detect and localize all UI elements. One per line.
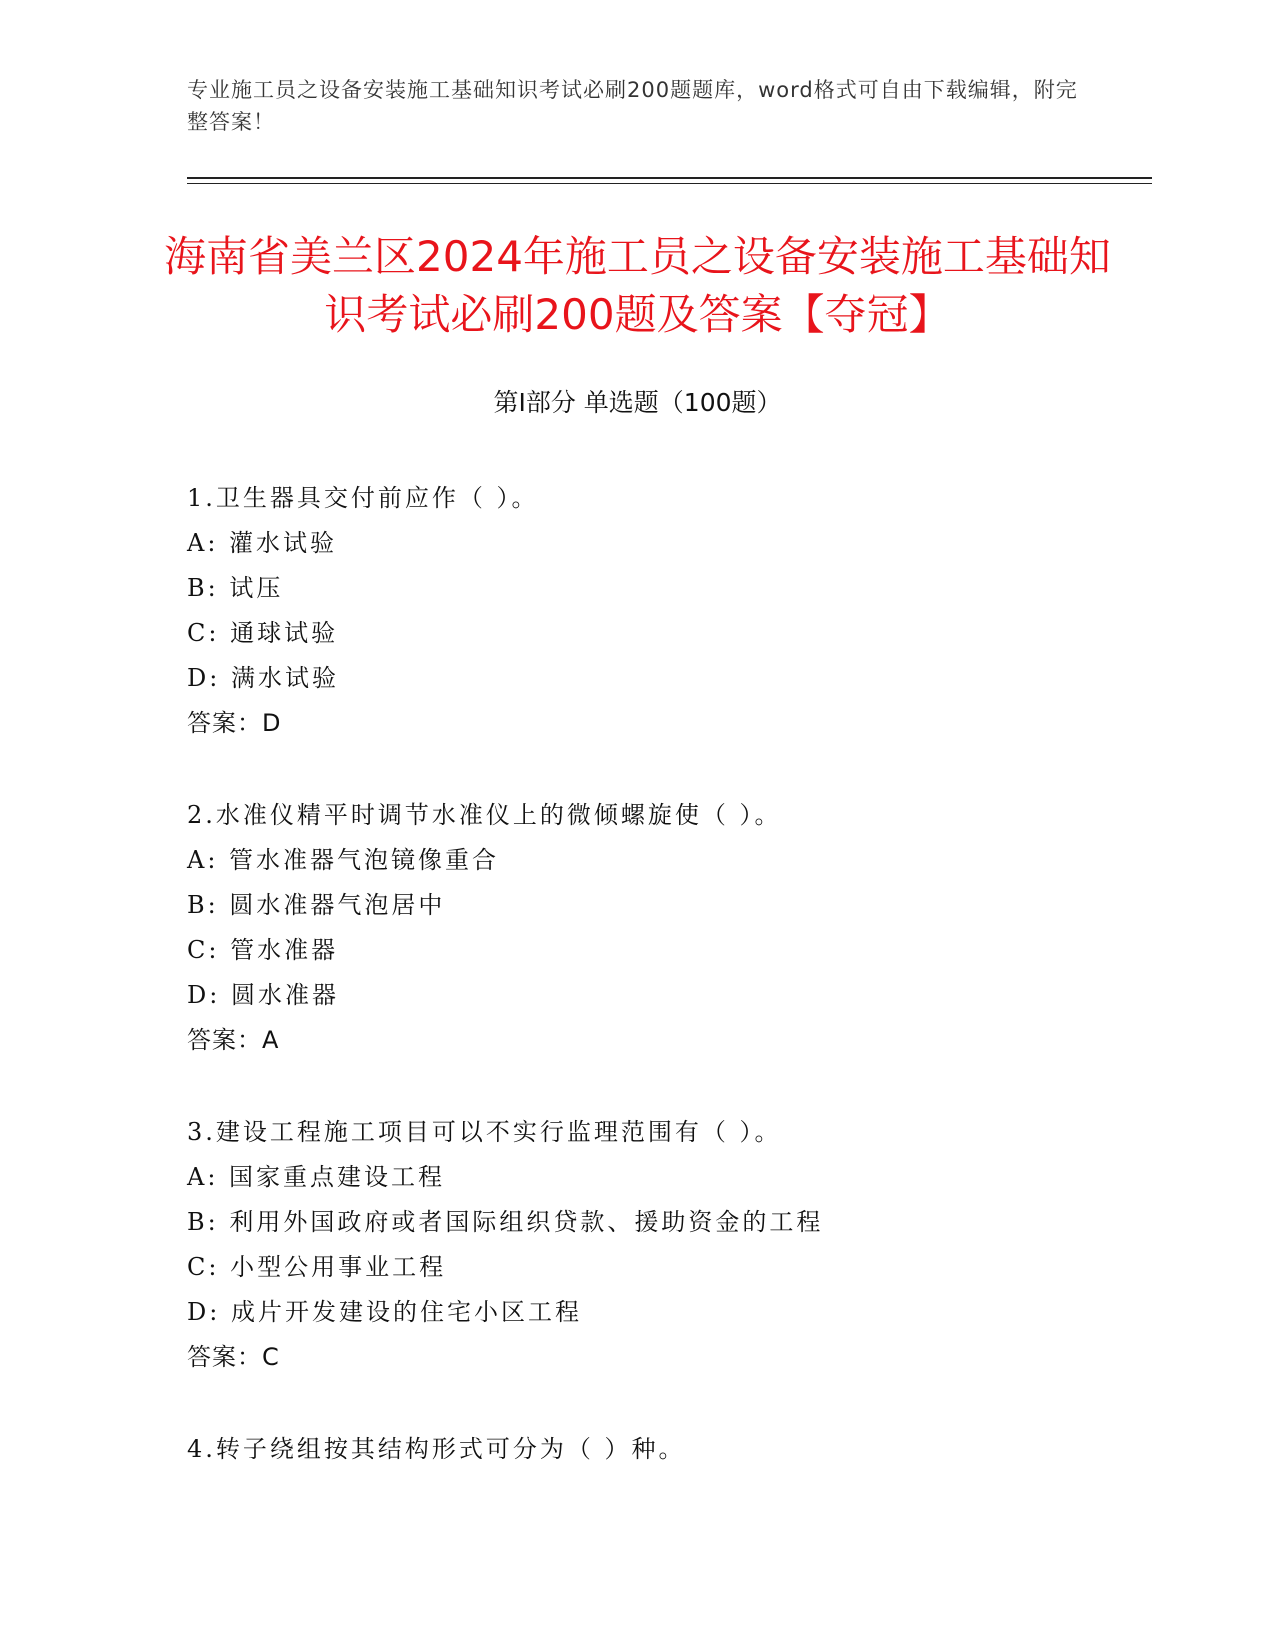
option-b: B: 利用外国政府或者国际组织贷款、援助资金的工程 [187, 1208, 824, 1236]
option-b: B: 试压 [187, 574, 284, 602]
option-c: C: 小型公用事业工程 [187, 1253, 447, 1281]
option-a: A: 灌水试验 [187, 529, 338, 557]
option-d: D: 满水试验 [187, 664, 339, 692]
question-list [187, 476, 1107, 1519]
option-a: A: 管水准器气泡镜像重合 [187, 846, 500, 874]
option-d: D: 成片开发建设的住宅小区工程 [187, 1298, 582, 1326]
answer: 答案：C [187, 1343, 280, 1371]
option-b: B: 圆水准器气泡居中 [187, 891, 446, 919]
question-stem: 3.建设工程施工项目可以不实行监理范围有（ ）。 [187, 1118, 782, 1146]
option-d: D: 圆水准器 [187, 981, 339, 1009]
question-1 [187, 476, 1107, 746]
question-stem: 4.转子绕组按其结构形式可分为（ ）种。 [187, 1435, 686, 1463]
option-c: C: 通球试验 [187, 619, 339, 647]
section-title: 第Ⅰ部分 单选题（100题） [493, 388, 782, 417]
question-4 [187, 1427, 1107, 1472]
document-title: 海南省美兰区2024年施工员之设备安装施工基础知识考试必刷200题及答案【夺冠】 [164, 232, 1111, 339]
header-rule-thick [187, 177, 1152, 179]
answer: 答案：A [187, 1026, 280, 1054]
question-stem: 1.卫生器具交付前应作（ ）。 [187, 484, 539, 512]
option-a: A: 国家重点建设工程 [187, 1163, 446, 1191]
header-rule-thin [187, 183, 1152, 184]
option-c: C: 管水准器 [187, 936, 339, 964]
question-2 [187, 793, 1107, 1063]
header-note: 专业施工员之设备安装施工基础知识考试必刷200题题库，word格式可自由下载编辑，附完整答案！ [187, 78, 1078, 134]
question-3 [187, 1110, 1107, 1380]
question-stem: 2.水准仪精平时调节水准仪上的微倾螺旋使（ ）。 [187, 801, 782, 829]
answer: 答案：D [187, 709, 282, 737]
